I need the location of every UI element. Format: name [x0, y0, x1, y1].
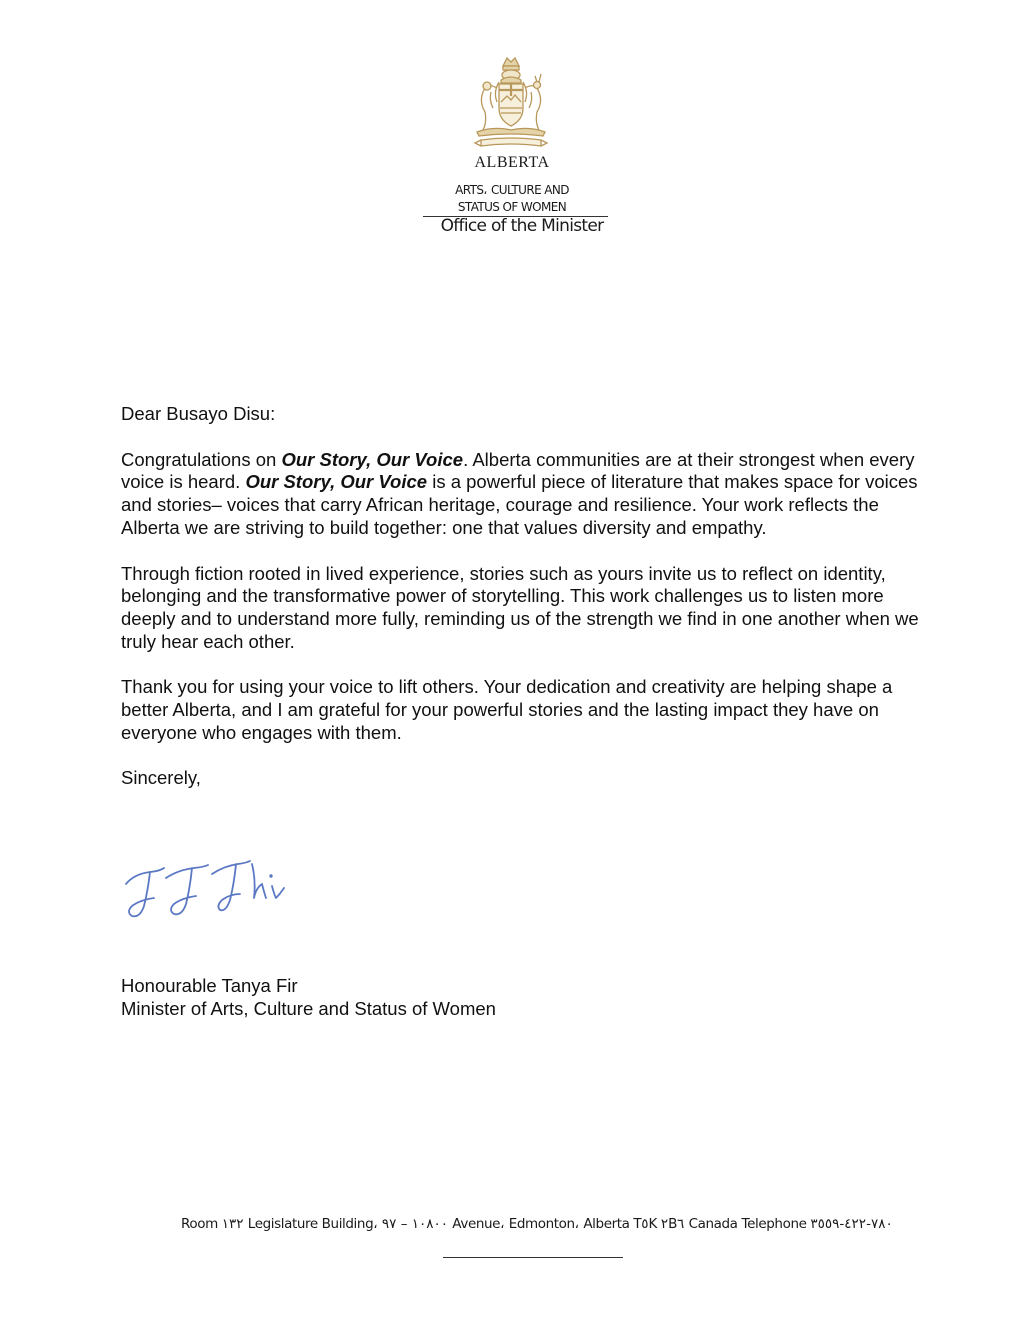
paragraph-3: Thank you for using your voice to lift others. Your dedication and creativity are helping shape a better Alberta, and I am grateful for your powerful stories and the lasting impact they have on everyone who engages with them.	[121, 676, 893, 743]
office-telephone: Telephone ٧٨٠-٤٢٢-٣٥٥٩	[741, 1216, 893, 1232]
handwritten-signature-icon	[120, 850, 300, 925]
paragraph-1-text-c: is a powerful piece of literature that makes space for voices and stories– voices that carry African heritage, courage and resilience. Your work reflects the Alberta we are striving to build together: one that values diversity and empathy.	[121, 471, 918, 538]
closing: Sincerely,	[121, 767, 201, 789]
province-name: ALBERTA	[474, 154, 550, 171]
signatory-title: Minister of Arts, Culture and Status of Women	[121, 998, 496, 1019]
book-title: Our Story, Our Voice	[281, 448, 464, 470]
paragraph-1	[121, 449, 926, 540]
ministry-name-line-2: STATUS OF WOMEN	[457, 200, 567, 214]
office-title: Office of the Minister	[440, 216, 604, 236]
book-title: Our Story, Our Voice	[245, 471, 428, 493]
salutation: Dear Busayo Disu:	[121, 403, 276, 424]
alberta-coat-of-arms-icon	[463, 52, 559, 152]
ministry-name-line-1: ARTS، CULTURE AND	[455, 183, 569, 197]
paragraph-1-text-a: Congratulations on	[121, 448, 282, 470]
signature-block	[121, 974, 821, 1020]
footer-divider	[443, 1257, 623, 1258]
letter-body	[121, 403, 926, 813]
paragraph-2: Through fiction rooted in lived experience, stories such as yours invite us to reflect on identity, belonging and the transformative power of storytelling. This work challenges us to listen more deeply and to understand more fully, reminding us of the strength we find in one another when we truly hear each other.	[121, 562, 919, 652]
office-address: Room ١٣٢ Legislature Building، ١٠٨٠٠ – ٩٧ Avenue، Edmonton، Alberta T٥K ٢B٦ Canada	[181, 1216, 738, 1232]
letterhead	[0, 50, 1024, 240]
signatory-name: Honourable Tanya Fir	[121, 975, 298, 996]
footer-address	[181, 1216, 911, 1232]
paragraph-1-text-b: . Alberta communities are at their strongest when every voice is heard.	[121, 448, 915, 493]
